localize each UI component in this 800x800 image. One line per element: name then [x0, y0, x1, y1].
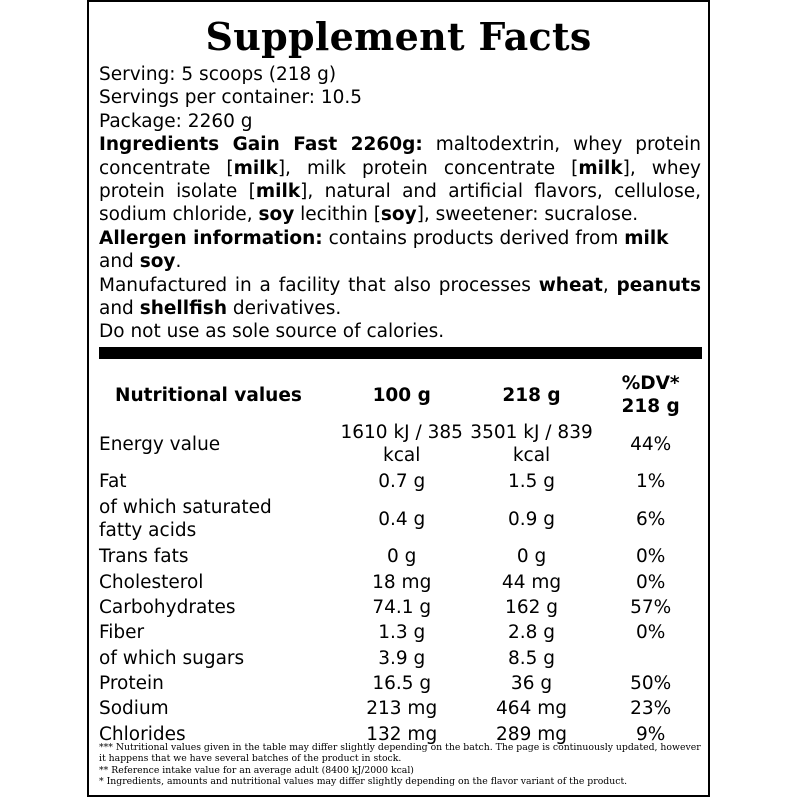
table-row [99, 570, 702, 595]
package-size: Package: 2260 g [99, 110, 253, 132]
table-row [99, 494, 702, 544]
table-row [99, 595, 702, 620]
value-per-100g: 74.1 g [372, 597, 432, 619]
daily-value-percent: 9% [635, 723, 666, 745]
nutrient-name: Cholesterol [99, 571, 204, 593]
column-header: %DV* 218 g [621, 373, 680, 417]
value-per-100g: 132 mg [366, 723, 438, 745]
calorie-warning: Do not use as sole source of calories. [99, 321, 445, 343]
value-per-100g: 0 g [387, 546, 417, 568]
section-divider [99, 347, 702, 359]
daily-value-percent: 6% [635, 508, 666, 530]
value-per-serving: 44 mg [501, 571, 562, 593]
table-row [99, 544, 702, 569]
column-header: Nutritional values [115, 384, 302, 406]
daily-value-percent: 1% [635, 471, 666, 493]
nutrient-name: of which sugars [99, 647, 245, 669]
nutrient-name: Protein [99, 672, 164, 694]
table-row [99, 469, 702, 494]
daily-value-percent: 0% [635, 571, 666, 593]
nutrient-name: Sodium [99, 698, 169, 720]
daily-value-percent: 0% [635, 622, 666, 644]
footnote: * Ingredients, amounts and nutritional values may differ slightly depending on the flavor variant of the product. [99, 776, 628, 788]
value-per-100g: 0.7 g [378, 471, 426, 493]
value-per-serving: 0.9 g [507, 508, 556, 530]
daily-value-percent: 57% [630, 597, 672, 619]
supplement-facts-panel [87, 0, 710, 797]
value-per-100g: 0.4 g [378, 508, 426, 530]
table-row [99, 419, 702, 469]
value-per-100g: 18 mg [372, 571, 432, 593]
nutrient-name: of which saturated fatty acids [99, 497, 272, 542]
allergen-information: Allergen information: contains products derived from milk and soy. [99, 227, 669, 273]
value-per-serving: 2.8 g [507, 622, 556, 644]
daily-value-percent: 0% [635, 546, 666, 568]
value-per-100g: 16.5 g [372, 672, 432, 694]
product-info [99, 63, 701, 344]
nutrition-table-body [99, 419, 702, 747]
value-per-100g: 3.9 g [378, 647, 426, 669]
servings-per-container: Servings per container: 10.5 [99, 87, 363, 109]
serving-size: Serving: 5 scoops (218 g) [99, 64, 337, 85]
nutrient-name: Trans fats [99, 546, 189, 568]
column-header: 100 g [372, 384, 431, 406]
daily-value-percent: 23% [630, 698, 672, 720]
table-row [99, 696, 702, 721]
table-row [99, 671, 702, 696]
column-header: 218 g [502, 384, 561, 406]
daily-value-percent: 50% [630, 672, 672, 694]
daily-value-percent: 44% [630, 433, 672, 455]
footnote: ** Reference intake value for an average adult (8400 kJ/2000 kcal) [99, 764, 414, 776]
table-row [99, 645, 702, 670]
footnote: *** Nutritional values given in the table may differ slightly depending on the batch. The page is continuously updated, however it happens that we have several batches of the product in stock. [99, 742, 701, 765]
nutrient-name: Carbohydrates [99, 597, 236, 619]
value-per-serving: 464 mg [496, 698, 567, 720]
footnotes [99, 742, 704, 788]
daily-value-percent [599, 645, 702, 670]
value-per-serving: 1.5 g [507, 471, 556, 493]
facility-statement: Manufactured in a facility that also processes wheat, peanuts and shellfish derivatives. [99, 274, 701, 320]
nutrient-name: Fiber [99, 622, 145, 644]
value-per-serving: 0 g [516, 546, 547, 568]
value-per-100g: 1.3 g [378, 622, 426, 644]
nutrient-name: Energy value [99, 433, 221, 455]
value-per-serving: 3501 kJ / 839 kcal [470, 422, 593, 466]
table-row [99, 620, 702, 645]
value-per-serving: 36 g [510, 672, 553, 694]
nutrition-table [99, 371, 702, 747]
nutrient-name: Fat [99, 471, 127, 493]
value-per-serving: 8.5 g [507, 647, 556, 669]
page-title: Supplement Facts [205, 14, 592, 59]
value-per-100g: 1610 kJ / 385 kcal [340, 422, 463, 466]
value-per-serving: 162 g [505, 597, 558, 619]
ingredients-text: Ingredients Gain Fast 2260g: maltodextrin, whey protein concentrate [milk], milk protein concentrate [milk], whey protein isolate [milk], natural and artificial flavors, cellulose, sodium chloride, soy lecithin [soy], sweetener: sucralose. [99, 134, 701, 226]
value-per-serving: 289 mg [496, 723, 567, 745]
nutrient-name: Chlorides [99, 723, 186, 745]
value-per-100g: 213 mg [366, 698, 438, 720]
table-header-row [99, 371, 702, 419]
